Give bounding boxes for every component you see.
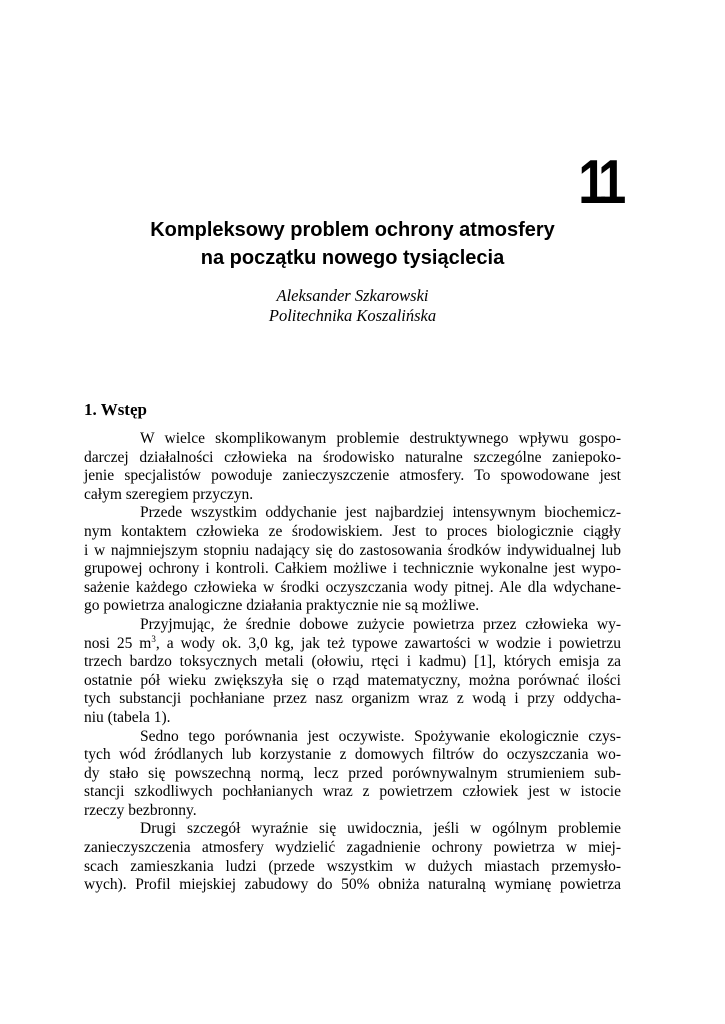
text-line: W wielce skomplikowanym problemie destruktywnego wpływu gospo-: [140, 430, 621, 447]
text-fragment: , a wody ok. 3,0 kg, jak też typowe zawartości w wodzie i powietrzu: [155, 634, 621, 652]
text-line: grupowej ochrony i kontroli. Całkiem możliwe i technicznie wykonalne jest wypo-: [84, 560, 621, 578]
text-line: i w najmniejszym stopniu nadający się do zastosowania środków indywidualnej lub: [84, 541, 621, 559]
text-line: darczej działalności człowieka na środowisko naturalne szczególne zaniepoko-: [84, 448, 621, 466]
author-affiliation: Politechnika Koszalińska: [268, 306, 437, 325]
text-line-with-superscript: [84, 635, 621, 654]
text-line: rzeczy bezbronny.: [84, 801, 197, 819]
chapter-number: 11: [578, 148, 621, 217]
text-line: trzech bardzo toksycznych metali (ołowiu, rtęci i kadmu) [1], których emisja za: [84, 653, 621, 671]
text-line: wych). Profil miejskiej zabudowy do 50% obniża naturalną wymianę powietrza: [84, 876, 621, 894]
text-fragment: nosi 25 m: [84, 634, 152, 652]
text-line: niu (tabela 1).: [84, 708, 171, 726]
superscript: 3: [151, 633, 156, 644]
title-line-2: na początku nowego tysiąclecia: [200, 247, 505, 269]
text-line: zanieczyszczenia atmosfery wydzielić zagadnienie ochrony powietrza w miej-: [84, 839, 621, 857]
text-line: jenie specjalistów powoduje zanieczyszczenie atmosfery. To spowodowane jest: [84, 467, 621, 485]
text-line: ostatnie pół wieku zwiększyła się o rząd matematyczny, można porównać ilości: [84, 671, 621, 689]
chapter-title: [60, 216, 645, 272]
text-line: Sedno tego porównania jest oczywiste. Spożywanie ekologicznie czys-: [140, 727, 621, 745]
text-line: Przyjmując, że średnie dobowe zużycie powietrza przez człowieka wy-: [140, 615, 621, 633]
text-line: go powietrza analogiczne działania praktycznie nie są możliwe.: [84, 597, 480, 615]
text-line: tych wód źródlanych lub korzystanie z domowych filtrów do oczyszczania wo-: [84, 746, 621, 764]
text-line: sażenie każdego człowieka w środki oczyszczania wody pitnej. Ale dla wdychane-: [84, 578, 621, 596]
text-line: stancji szkodliwych pochłanianych wraz z powietrzem człowiek jest w istocie: [84, 783, 621, 801]
body-text: [84, 430, 621, 895]
author-block: [60, 286, 645, 326]
text-line: tych substancji pochłaniane przez nasz organizm wraz z wodą i przy oddycha-: [84, 690, 621, 708]
text-line: dy stało się powszechną normą, lecz przed porównywalnym strumieniem sub-: [84, 764, 621, 782]
text-line: scach zamieszkania ludzi (przede wszystkim w dużych miastach przemysło-: [84, 857, 621, 875]
text-line: nym kontaktem człowieka ze środowiskiem. Jest to proces biologicznie ciągły: [84, 522, 621, 540]
text-line: Drugi szczegół wyraźnie się uwidocznia, jeśli w ogólnym problemie: [140, 820, 621, 838]
section-heading: 1. Wstęp: [84, 400, 147, 419]
text-line: całym szeregiem przyczyn.: [84, 485, 254, 503]
title-line-1: Kompleksowy problem ochrony atmosfery: [150, 219, 555, 241]
author-name: Aleksander Szkarowski: [276, 286, 429, 305]
text-line: Przede wszystkim oddychanie jest najbardziej intensywnym biochemicz-: [140, 504, 621, 522]
